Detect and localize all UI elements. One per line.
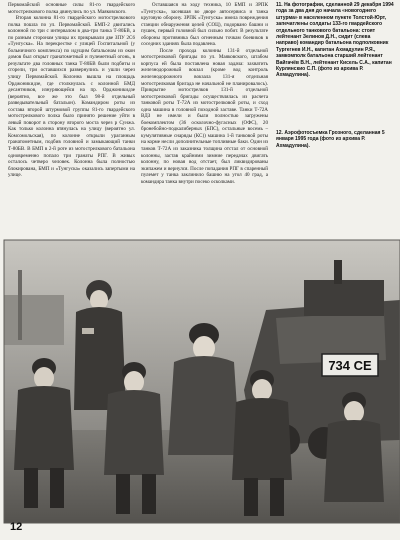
article-column-middle: Оставшаяся на ходу техника, 10 БМП и ЗРПК «Тунгуска», засевшая во дворе автосервиса и танка круговую оборону. ЗРПК «Тунгуска» имела повреждения станции обнаружения целей (СОЦ), подорвано башни и пушек, первый головной был сильно побит. В результате обороны противника был огненным точкам боевиков в соседних зданиях была подавлена. После прохода колонны 131-й отдельной мотострелковой бригады по ул. Маяковского, штабом корпуса ей была поставлена новая задача: захватить железнодорожный вокзал (кроме вод контроль железнодорожного вокзала 131-я отдельная мотострелковая бригада не начальной не планировалось). Прикрытие мотострелков 131-й отдельной мотострелковой бригады осуществлялась из расчета танковой роты Т-72А из мотострелковой роты, и сход одна машина в головной походной заставе. Танки Т-72А ВДЗ не имели и были полностью загружены боекомплектом (36 осколочно-фугасных (ОФС), 20 бронебойно-подкалиберных (БПС), остальные восемь – кумулятивные снаряды (КС)) машина 1-й танковой роты на корме несли дополнительные топливные баки. Один из танков Т-72А из заказника толщина отстал от основной колонны, застав крайними зимние передачах двигать колонну, по новая вод отстает, был ликвидированы экипажем и вернулся. После попадания РПГ в спаренный пулемет у танка заклинило башню на угол 40 град, а командира танка внутри посеко осколками.	[141, 2, 268, 185]
article-column-left: Первомайский основные силы 81-го гвардейского мотострелкового полка двинулись по ул. Маяковского. Вторая колонна 81-го гвардейского мотострелкового полка пошла по ул. Первомайской. БМП-2 двигались колонной по три с интервалом в два-три танка Т-80БВ, а по разным сторонам улицы их прикрывали две ЗПУ 2С6 «Тунгуска». На перекрестке с улицей Госпитальной (у больничного комплекса) по идущим батальонам из окон домов был открыт гранатометный и пулеметный огонь, в результате два головных танка Т-80БВ были подбиты и сгорели, три оставшихся развернулись и ушли через улицу Первомайской. Колонна вышла на площадь Орджоникидзе, где столкнулась с колонной БМД десантников, изнуряющейся на пр. Орджоникидзе (вероятно, все же это был 98-й отдельный разведывательный батальон). Командиром роты из состава второй штурмовой группы 81-го гвардейского мотострелкового полка было принято решение уйти в левый поворот в сторону второго моста через р Сунжа. Как только колонна втянулась на улицу (вероятно ул. Комсомольская), по колонне открыли ураганным гранатометным, подбив головной и замыкающий танки Т-80БВ. В БМП в 2-й роте из мотострелкового батальона одновременно попало три гранаты РПГ. В живых осталось четверо человек. Колонна была полностью блокирована, БМП и «Тунгуска» оказались запертыми на улице.	[8, 2, 135, 179]
page-number: 12	[10, 521, 23, 533]
vehicle-number: 734 СЕ	[328, 358, 372, 373]
group-photo-illustration	[4, 240, 400, 523]
group-photo	[4, 240, 400, 523]
photo-caption-12: 12. Аэрофотосъемка Грозного, сделанная 5 января 1995 года (фото из архива Р. Ахмадулина).	[276, 130, 387, 149]
photo-caption-11: 11. На фотографии, сделанной 29 декабря 1994 года за два дня до начала «новогоднего штурма» в населенном пункте Толстой-Юрт, запечатлены солдаты 133-го гвардейского отдельного танкового батальона: стоят лейтенант Зелинов Д.Н., сидит (слева направо) командир батальона подполковник Тургегнев И.Н., капитан Ахмадулин Р.Я., замкомполк батальона старший лейтенант Вайгачёв В.Н., лейтенант Кисель С.А., капитан Курлянскио С.П. (фото из архива Р. Ахмадулина).	[276, 2, 396, 79]
